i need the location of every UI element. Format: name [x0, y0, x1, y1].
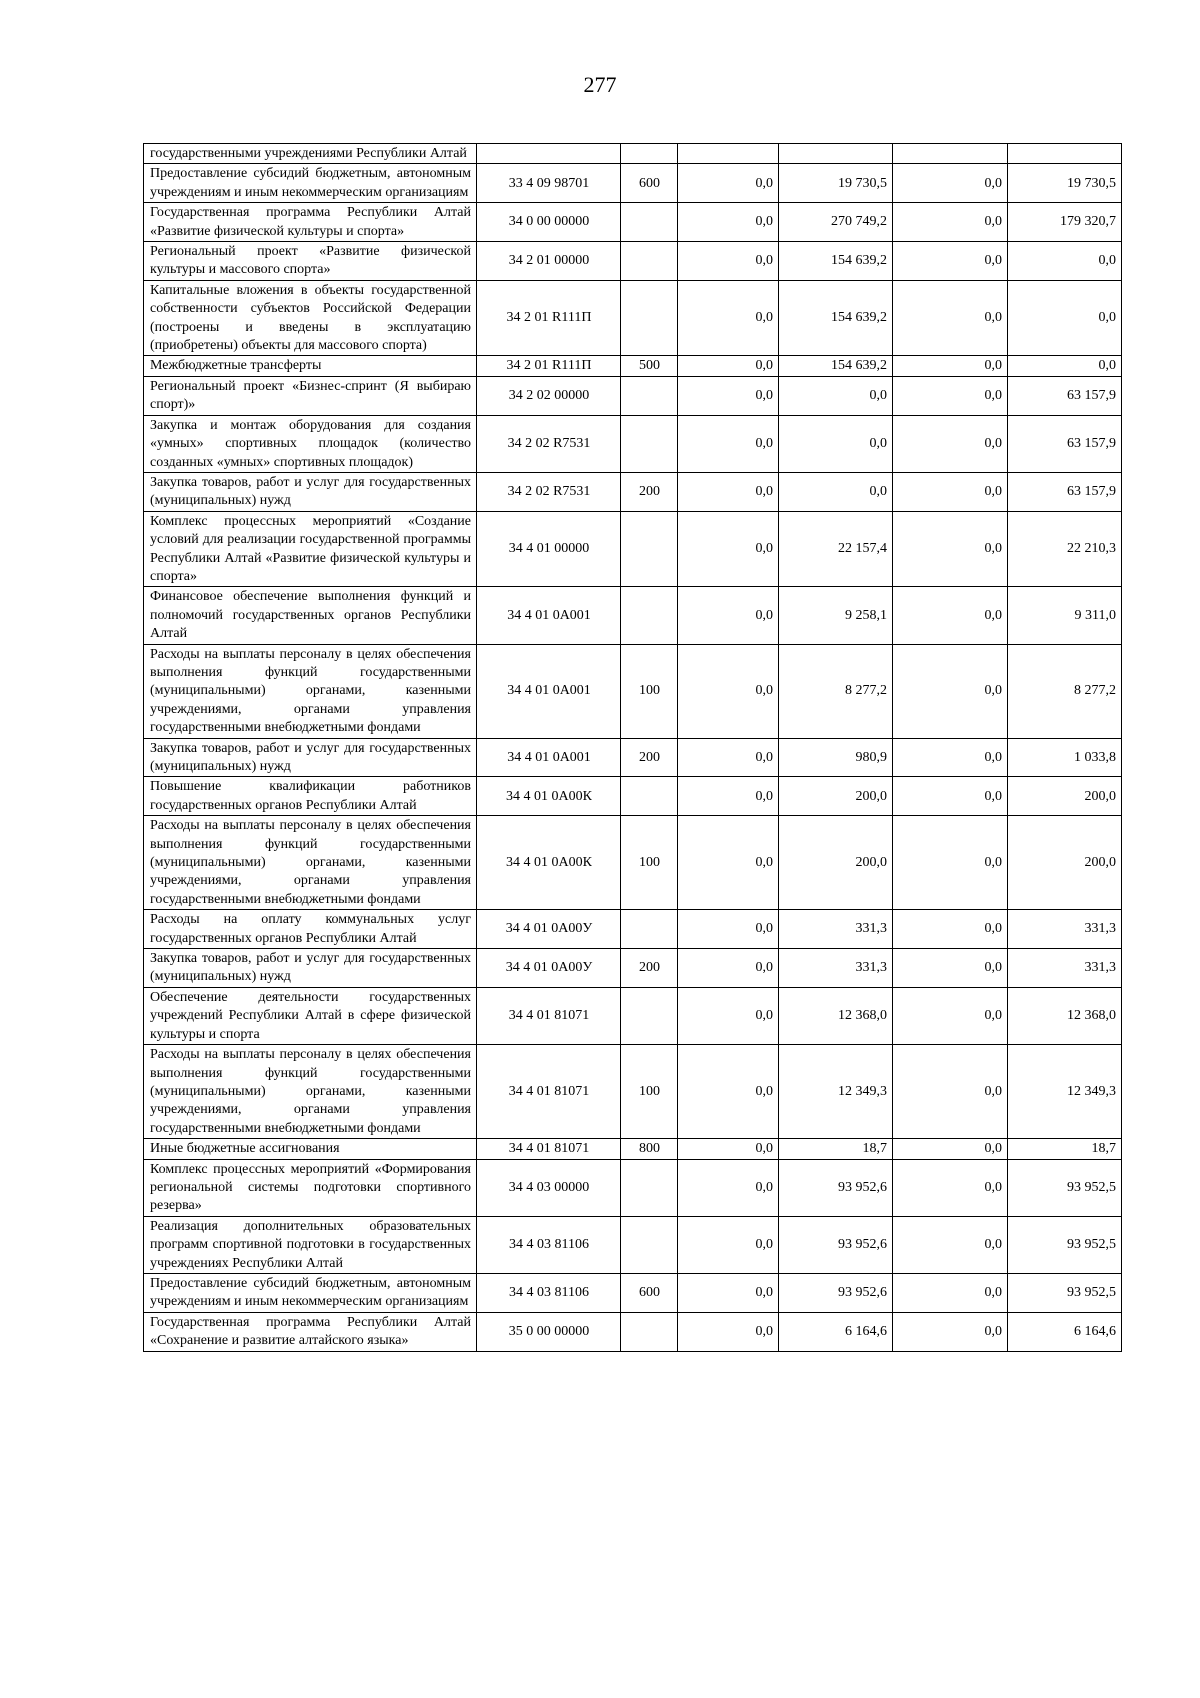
amount-cell-4: 12 349,3: [1008, 1045, 1122, 1139]
amount-cell-4: 6 164,6: [1008, 1312, 1122, 1351]
amount-cell-3: 0,0: [893, 949, 1008, 988]
table-row: [144, 356, 1122, 376]
amount-cell-2: 154 639,2: [779, 280, 893, 356]
amount-cell-1: 0,0: [678, 1139, 779, 1159]
target-article-code-cell: 34 4 03 00000: [477, 1159, 621, 1216]
amount-cell-3: 0,0: [893, 644, 1008, 738]
target-article-code-cell: 33 4 09 98701: [477, 164, 621, 203]
table-row: [144, 1312, 1122, 1351]
expense-name-cell: Государственная программа Республики Алтай «Развитие физической культуры и спорта»: [144, 203, 477, 242]
amount-cell-4: 0,0: [1008, 356, 1122, 376]
expense-type-cell: [621, 1216, 678, 1273]
amount-cell-1: 0,0: [678, 1312, 779, 1351]
amount-cell-1: 0,0: [678, 356, 779, 376]
target-article-code-cell: 34 4 03 81106: [477, 1216, 621, 1273]
expense-type-cell: 200: [621, 949, 678, 988]
expense-name-cell: Расходы на оплату коммунальных услуг государственных органов Республики Алтай: [144, 910, 477, 949]
amount-cell-1: 0,0: [678, 1273, 779, 1312]
amount-cell-4: 9 311,0: [1008, 587, 1122, 644]
target-article-code-cell: 34 4 01 0А00К: [477, 816, 621, 910]
expense-name-cell: Комплекс процессных мероприятий «Создание условий для реализации государственной программы Республики Алтай «Развитие физической культуры и спорта»: [144, 511, 477, 587]
target-article-code-cell: 34 4 01 0А001: [477, 738, 621, 777]
expense-name-cell: Региональный проект «Бизнес-спринт (Я выбираю спорт)»: [144, 376, 477, 415]
amount-cell-3: 0,0: [893, 1216, 1008, 1273]
table-row: [144, 949, 1122, 988]
expense-type-cell: [621, 280, 678, 356]
amount-cell-1: 0,0: [678, 738, 779, 777]
amount-cell-3: 0,0: [893, 356, 1008, 376]
amount-cell-4: 200,0: [1008, 816, 1122, 910]
target-article-code-cell: 34 4 01 81071: [477, 987, 621, 1044]
amount-cell-2: 0,0: [779, 376, 893, 415]
amount-cell-1: 0,0: [678, 587, 779, 644]
amount-cell-3: 0,0: [893, 1273, 1008, 1312]
amount-cell-4: 18,7: [1008, 1139, 1122, 1159]
expense-name-cell: Закупка товаров, работ и услуг для государственных (муниципальных) нужд: [144, 472, 477, 511]
amount-cell-4: 12 368,0: [1008, 987, 1122, 1044]
amount-cell-4: 1 033,8: [1008, 738, 1122, 777]
expense-type-cell: 800: [621, 1139, 678, 1159]
amount-cell-3: 0,0: [893, 777, 1008, 816]
table-row: [144, 1159, 1122, 1216]
amount-cell-2: 93 952,6: [779, 1273, 893, 1312]
expense-type-cell: 200: [621, 738, 678, 777]
expense-type-cell: 500: [621, 356, 678, 376]
table-row: [144, 280, 1122, 356]
amount-cell-1: 0,0: [678, 1045, 779, 1139]
expense-name-cell: Реализация дополнительных образовательных программ спортивной подготовки в государственных учреждениях Республики Алтай: [144, 1216, 477, 1273]
target-article-code-cell: 35 0 00 00000: [477, 1312, 621, 1351]
expense-type-cell: [621, 376, 678, 415]
expense-name-cell: Расходы на выплаты персоналу в целях обеспечения выполнения функций государственными (муниципальными) органами, казенными учреждениями, органами управления государственными внебюджетными фондами: [144, 816, 477, 910]
amount-cell-3: 0,0: [893, 987, 1008, 1044]
amount-cell-3: 0,0: [893, 910, 1008, 949]
amount-cell-4: 63 157,9: [1008, 415, 1122, 472]
amount-cell-4: [1008, 144, 1122, 164]
expense-type-cell: 200: [621, 472, 678, 511]
amount-cell-2: 0,0: [779, 472, 893, 511]
expense-type-cell: 600: [621, 164, 678, 203]
amount-cell-3: 0,0: [893, 203, 1008, 242]
amount-cell-2: 9 258,1: [779, 587, 893, 644]
amount-cell-3: 0,0: [893, 1159, 1008, 1216]
expense-type-cell: [621, 587, 678, 644]
amount-cell-1: 0,0: [678, 203, 779, 242]
target-article-code-cell: 34 4 03 81106: [477, 1273, 621, 1312]
table-row: [144, 910, 1122, 949]
amount-cell-2: 18,7: [779, 1139, 893, 1159]
expense-name-cell: Финансовое обеспечение выполнения функций и полномочий государственных органов Республики Алтай: [144, 587, 477, 644]
amount-cell-4: 179 320,7: [1008, 203, 1122, 242]
table-row: [144, 777, 1122, 816]
expense-type-cell: [621, 1159, 678, 1216]
amount-cell-3: 0,0: [893, 1139, 1008, 1159]
amount-cell-2: 22 157,4: [779, 511, 893, 587]
page-number: 277: [583, 72, 617, 97]
table-row: [144, 816, 1122, 910]
amount-cell-2: [779, 144, 893, 164]
amount-cell-2: 200,0: [779, 777, 893, 816]
amount-cell-4: 63 157,9: [1008, 472, 1122, 511]
amount-cell-3: [893, 144, 1008, 164]
expense-name-cell: Региональный проект «Развитие физической культуры и массового спорта»: [144, 242, 477, 281]
table-row: [144, 415, 1122, 472]
expense-type-cell: [621, 1312, 678, 1351]
table-row: [144, 1216, 1122, 1273]
amount-cell-4: 63 157,9: [1008, 376, 1122, 415]
expense-name-cell: Государственная программа Республики Алтай «Сохранение и развитие алтайского языка»: [144, 1312, 477, 1351]
amount-cell-2: 0,0: [779, 415, 893, 472]
target-article-code-cell: [477, 144, 621, 164]
table-row: [144, 987, 1122, 1044]
amount-cell-1: 0,0: [678, 949, 779, 988]
amount-cell-3: 0,0: [893, 242, 1008, 281]
expense-name-cell: Закупка товаров, работ и услуг для государственных (муниципальных) нужд: [144, 949, 477, 988]
amount-cell-2: 331,3: [779, 910, 893, 949]
expense-type-cell: [621, 415, 678, 472]
expense-type-cell: 100: [621, 644, 678, 738]
amount-cell-4: 200,0: [1008, 777, 1122, 816]
target-article-code-cell: 34 2 02 R7531: [477, 415, 621, 472]
expense-name-cell: Капитальные вложения в объекты государственной собственности субъектов Российской Федерации (построены и введены в эксплуатацию (приобретены) объекты для массового спорта): [144, 280, 477, 356]
target-article-code-cell: 34 2 01 00000: [477, 242, 621, 281]
amount-cell-1: 0,0: [678, 777, 779, 816]
table-row: [144, 738, 1122, 777]
table-row: [144, 644, 1122, 738]
amount-cell-4: 93 952,5: [1008, 1273, 1122, 1312]
amount-cell-4: 22 210,3: [1008, 511, 1122, 587]
table-row: [144, 242, 1122, 281]
table-body: [144, 144, 1122, 1352]
expense-name-cell: Расходы на выплаты персоналу в целях обеспечения выполнения функций государственными (муниципальными) органами, казенными учреждениями, органами управления государственными внебюджетными фондами: [144, 644, 477, 738]
expense-type-cell: 100: [621, 1045, 678, 1139]
amount-cell-2: 8 277,2: [779, 644, 893, 738]
table-row: [144, 376, 1122, 415]
target-article-code-cell: 34 2 01 R111П: [477, 356, 621, 376]
expense-name-cell: Иные бюджетные ассигнования: [144, 1139, 477, 1159]
target-article-code-cell: 34 4 01 0А001: [477, 587, 621, 644]
expense-type-cell: [621, 910, 678, 949]
amount-cell-2: 270 749,2: [779, 203, 893, 242]
expense-type-cell: [621, 203, 678, 242]
expense-type-cell: [621, 511, 678, 587]
amount-cell-2: 154 639,2: [779, 356, 893, 376]
target-article-code-cell: 34 4 01 0А001: [477, 644, 621, 738]
amount-cell-1: 0,0: [678, 1216, 779, 1273]
target-article-code-cell: 34 2 02 00000: [477, 376, 621, 415]
amount-cell-2: 12 349,3: [779, 1045, 893, 1139]
amount-cell-1: 0,0: [678, 910, 779, 949]
target-article-code-cell: 34 0 00 00000: [477, 203, 621, 242]
amount-cell-2: 331,3: [779, 949, 893, 988]
amount-cell-3: 0,0: [893, 280, 1008, 356]
expense-type-cell: 100: [621, 816, 678, 910]
target-article-code-cell: 34 2 01 R111П: [477, 280, 621, 356]
table-row: [144, 587, 1122, 644]
table-row: [144, 1273, 1122, 1312]
amount-cell-3: 0,0: [893, 587, 1008, 644]
amount-cell-3: 0,0: [893, 376, 1008, 415]
expense-type-cell: [621, 777, 678, 816]
amount-cell-3: 0,0: [893, 1312, 1008, 1351]
amount-cell-1: [678, 144, 779, 164]
amount-cell-1: 0,0: [678, 376, 779, 415]
amount-cell-1: 0,0: [678, 472, 779, 511]
amount-cell-3: 0,0: [893, 511, 1008, 587]
amount-cell-1: 0,0: [678, 987, 779, 1044]
amount-cell-2: 19 730,5: [779, 164, 893, 203]
amount-cell-1: 0,0: [678, 164, 779, 203]
amount-cell-2: 93 952,6: [779, 1159, 893, 1216]
expense-type-cell: [621, 987, 678, 1044]
amount-cell-1: 0,0: [678, 415, 779, 472]
table-row: [144, 1139, 1122, 1159]
table-row: [144, 472, 1122, 511]
expense-type-cell: [621, 144, 678, 164]
table-row: [144, 144, 1122, 164]
expense-name-cell: Повышение квалификации работников государственных органов Республики Алтай: [144, 777, 477, 816]
amount-cell-1: 0,0: [678, 242, 779, 281]
amount-cell-2: 12 368,0: [779, 987, 893, 1044]
amount-cell-1: 0,0: [678, 280, 779, 356]
amount-cell-4: 0,0: [1008, 242, 1122, 281]
target-article-code-cell: 34 4 01 0А00У: [477, 910, 621, 949]
target-article-code-cell: 34 4 01 0А00К: [477, 777, 621, 816]
amount-cell-3: 0,0: [893, 472, 1008, 511]
amount-cell-3: 0,0: [893, 1045, 1008, 1139]
target-article-code-cell: 34 4 01 81071: [477, 1045, 621, 1139]
target-article-code-cell: 34 4 01 81071: [477, 1139, 621, 1159]
amount-cell-4: 8 277,2: [1008, 644, 1122, 738]
amount-cell-2: 6 164,6: [779, 1312, 893, 1351]
expense-type-cell: 600: [621, 1273, 678, 1312]
amount-cell-4: 0,0: [1008, 280, 1122, 356]
amount-cell-4: 93 952,5: [1008, 1159, 1122, 1216]
amount-cell-2: 980,9: [779, 738, 893, 777]
table-row: [144, 511, 1122, 587]
amount-cell-4: 93 952,5: [1008, 1216, 1122, 1273]
amount-cell-3: 0,0: [893, 164, 1008, 203]
amount-cell-1: 0,0: [678, 816, 779, 910]
amount-cell-2: 154 639,2: [779, 242, 893, 281]
expense-name-cell: Закупка товаров, работ и услуг для государственных (муниципальных) нужд: [144, 738, 477, 777]
amount-cell-1: 0,0: [678, 644, 779, 738]
amount-cell-1: 0,0: [678, 1159, 779, 1216]
expense-name-cell: Предоставление субсидий бюджетным, автономным учреждениям и иным некоммерческим организациям: [144, 164, 477, 203]
expense-name-cell: Закупка и монтаж оборудования для создания «умных» спортивных площадок (количество созданных «умных» спортивных площадок): [144, 415, 477, 472]
amount-cell-3: 0,0: [893, 816, 1008, 910]
table-row: [144, 203, 1122, 242]
amount-cell-2: 93 952,6: [779, 1216, 893, 1273]
amount-cell-3: 0,0: [893, 415, 1008, 472]
amount-cell-4: 331,3: [1008, 949, 1122, 988]
target-article-code-cell: 34 2 02 R7531: [477, 472, 621, 511]
table-row: [144, 164, 1122, 203]
expense-name-cell: Обеспечение деятельности государственных учреждений Республики Алтай в сфере физической культуры и спорта: [144, 987, 477, 1044]
amount-cell-2: 200,0: [779, 816, 893, 910]
expense-name-cell: Расходы на выплаты персоналу в целях обеспечения выполнения функций государственными (муниципальными) органами, казенными учреждениями, органами управления государственными внебюджетными фондами: [144, 1045, 477, 1139]
expense-type-cell: [621, 242, 678, 281]
amount-cell-4: 19 730,5: [1008, 164, 1122, 203]
expense-name-cell: Межбюджетные трансферты: [144, 356, 477, 376]
amount-cell-3: 0,0: [893, 738, 1008, 777]
table-row: [144, 1045, 1122, 1139]
amount-cell-4: 331,3: [1008, 910, 1122, 949]
budget-table: [143, 143, 1122, 1352]
target-article-code-cell: 34 4 01 0А00У: [477, 949, 621, 988]
expense-name-cell: Предоставление субсидий бюджетным, автономным учреждениям и иным некоммерческим организациям: [144, 1273, 477, 1312]
expense-name-cell: Комплекс процессных мероприятий «Формирования региональной системы подготовки спортивного резерва»: [144, 1159, 477, 1216]
target-article-code-cell: 34 4 01 00000: [477, 511, 621, 587]
expense-name-cell: государственными учреждениями Республики Алтай: [144, 144, 477, 164]
amount-cell-1: 0,0: [678, 511, 779, 587]
